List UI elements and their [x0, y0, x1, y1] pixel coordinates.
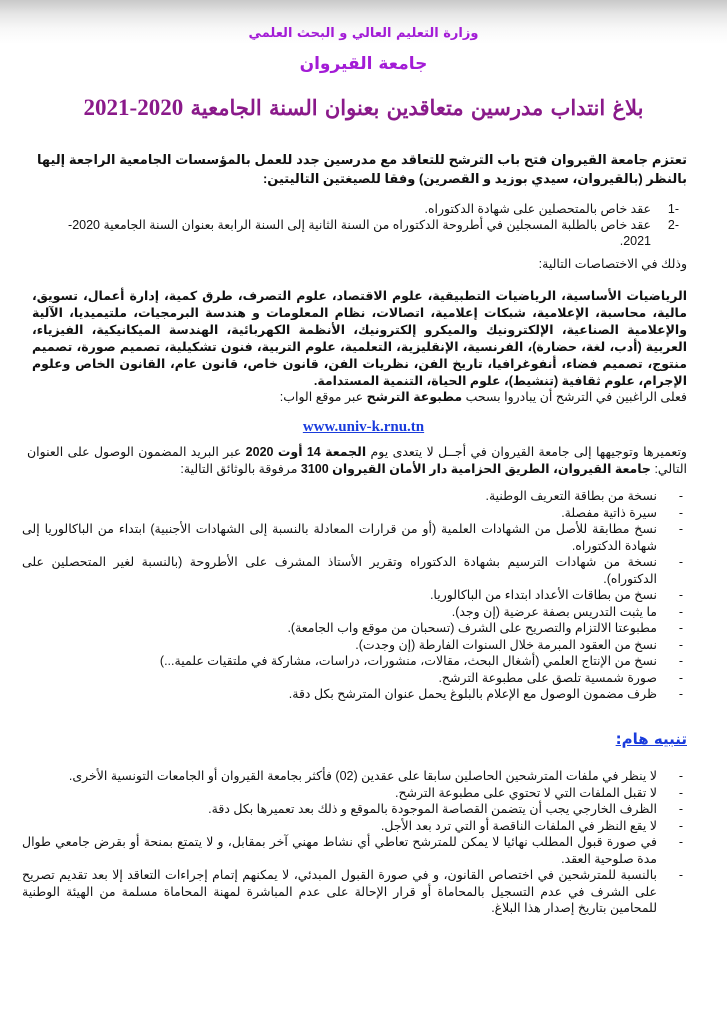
notice-item: - الظرف الخارجي يجب أن يتضمن القصاصة الموجودة بالموقع و ذلك بعد تعميرها بكل دقة.	[22, 801, 687, 818]
application-instructions	[280, 389, 687, 406]
document-item: - نسخ من الإنتاج العلمي (أشغال البحث، مقالات، منشورات، دراسات، مشاركة في ملتقيات علمية...)	[22, 653, 687, 670]
specialties-intro: وذلك في الاختصاصات التالية:	[538, 257, 687, 271]
formula-number: -1	[667, 202, 679, 216]
submission-paragraph	[27, 444, 687, 478]
contract-formulas-list	[39, 201, 679, 249]
formula-text: عقد خاص بالمتحصلين على شهادة الدكتوراه.	[424, 202, 651, 216]
important-notice-heading: تنبيه هام:	[615, 730, 687, 748]
formula-item	[39, 201, 679, 217]
formula-item	[39, 217, 679, 249]
ministry-name: وزارة التعليم العالي و البحث العلمي	[248, 26, 479, 41]
specialties-list: الرياضيات الأساسية، الرياضيات التطبيقية، علوم الاقتصاد، علوم التصرف، طرق كمية، إدارة أعمال، تسويق، مالية، محاسبة، الإعلامية، شبكات إعلامية، اتصالات، نظام المعلومات و هندسة البرمجيات، ملتيميديا، الآلية والإعلامية الصناعية، الإلكترونيك والميكرو إلكترونيك، الأنظمة الكهربائية، الهندسة الميكانيكية، الفيزياء، العربية (أدب، لغة، حضارة)، الفرنسية، الإنقليزية، التعلمية، علوم التربية، فنون تشكيلية، تصميم صورة، تصميم منتوج، تصميم فضاء، أنفوغرافيا، تاريخ الفن، نظريات الفن، قانون خاص، قانون عام، القانون الخاص وعلوم الإجرام، علوم ثقافية (تنشيط)، علوم الحياة، التنمية المستدامة.	[32, 289, 687, 388]
document-item: - مطبوعتا الالتزام والتصريح على الشرف (تسحبان من موقع واب الجامعة).	[22, 620, 687, 637]
application-form-name: مطبوعة الترشح	[366, 390, 463, 404]
application-text-before: فعلى الراغبين في الترشح أن يبادروا بسحب	[465, 390, 687, 404]
document-item: - نسخة من شهادات الترسيم بشهادة الدكتوراه وتقرير الأستاذ المشرف على الأطروحة (بالنسبة لغير المتحصلين على الدكتوراه).	[22, 554, 687, 587]
title-text: بلاغ انتداب مدرسين متعاقدين بعنوان السنة الجامعية	[190, 95, 644, 120]
submission-part4: مرفوقة بالوثائق التالية:	[180, 462, 298, 476]
important-notice-list	[22, 768, 687, 917]
announcement-title	[0, 95, 727, 121]
required-documents-list	[22, 488, 687, 703]
notice-item: - لا ينظر في ملفات المترشحين الحاصلين سابقا على عقدين (02) فأكثر بجامعة القيروان أو الجامعات التونسية الأخرى.	[22, 768, 687, 785]
deadline-day: الجمعة 14	[306, 445, 367, 459]
formula-text: عقد خاص بالطلبة المسجلين في أطروحة الدكتوراه من السنة الثانية إلى السنة الرابعة بعنوان السنة الجامعية 2020-2021.	[68, 218, 651, 248]
formula-number: -2	[667, 218, 679, 232]
website-container	[0, 418, 727, 436]
notice-item: - في صورة قبول المطلب نهائيا لا يمكن للمترشح تعاطي أي نشاط مهني آخر بمقابل، و لا يتمتع بمنحة أو بقرض جامعي طوال مدة صلوحية العقد.	[22, 834, 687, 867]
website-link[interactable]: www.univ-k.rnu.tn	[302, 419, 425, 435]
notice-item: - لا تقبل الملفات التي لا تحتوي على مطبوعة الترشح.	[22, 785, 687, 802]
title-year: 2020-2021	[83, 95, 184, 120]
document-item: - نسخ من العقود المبرمة خلال السنوات الفارطة (إن وجدت).	[22, 637, 687, 654]
document-item: - صورة شمسية تلصق على مطبوعة الترشح.	[22, 670, 687, 687]
document-item: - نسخة من بطاقة التعريف الوطنية.	[22, 488, 687, 505]
deadline-year: 2020	[245, 445, 274, 459]
document-item: - ظرف مضمون الوصول مع الإعلام بالبلوغ يحمل عنوان المترشح بكل دقة.	[22, 686, 687, 703]
notice-item: - لا يقع النظر في الملفات الناقصة أو التي ترد بعد الأجل.	[22, 818, 687, 835]
postal-code: 3100	[300, 462, 329, 476]
submission-part3: عبر البريد المضمون الوصول على العنوان التالي:	[27, 445, 687, 476]
intro-paragraph: تعتزم جامعة القيروان فتح باب الترشح للتعاقد مع مدرسين جدد للعمل بالمؤسسات الجامعية الراجعة إليها بالنظر (بالقيروان، سيدي بوزيد و القصرين) وفقا للصيغتين التاليتين:	[37, 152, 687, 186]
submission-address: جامعة القيروان، الطريق الحزامية دار الأمان القيروان	[332, 462, 651, 476]
document-item: - سيرة ذاتية مفصلة.	[22, 505, 687, 522]
document-item: - ما يثبت التدريس بصفة عرضية (إن وجد).	[22, 604, 687, 621]
application-text-after: عبر موقع الواب:	[279, 390, 364, 404]
notice-item: - بالنسبة للمترشحين في اختصاص القانون، و في صورة القبول المبدئي، لا يمكنهم إتمام إجراءات التعاقد إلا بعد تقديم تصريح على الشرف في عدم التسجيل بالمحاماة أو قرار الإحالة على عدم المباشرة لمهنة المحاماة مسلمة من الهيئة الوطنية للمحامين بتاريخ إصدار هذا البلاغ.	[22, 867, 687, 917]
document-item: - نسخ من بطاقات الأعداد ابتداء من الباكالوريا.	[22, 587, 687, 604]
document-item: - نسخ مطابقة للأصل من الشهادات العلمية (أو من قرارات المعادلة بالنسبة إلى الشهادات الأجنبية) ابتداء من الباكالوريا إلى شهادة الدكتوراه.	[22, 521, 687, 554]
submission-part1: وتعميرها وتوجيهها إلى جامعة القيروان في أجــل لا يتعدى يوم	[370, 445, 687, 459]
university-name: جامعة القيروان	[299, 54, 428, 74]
deadline-month: أوت	[277, 445, 303, 459]
